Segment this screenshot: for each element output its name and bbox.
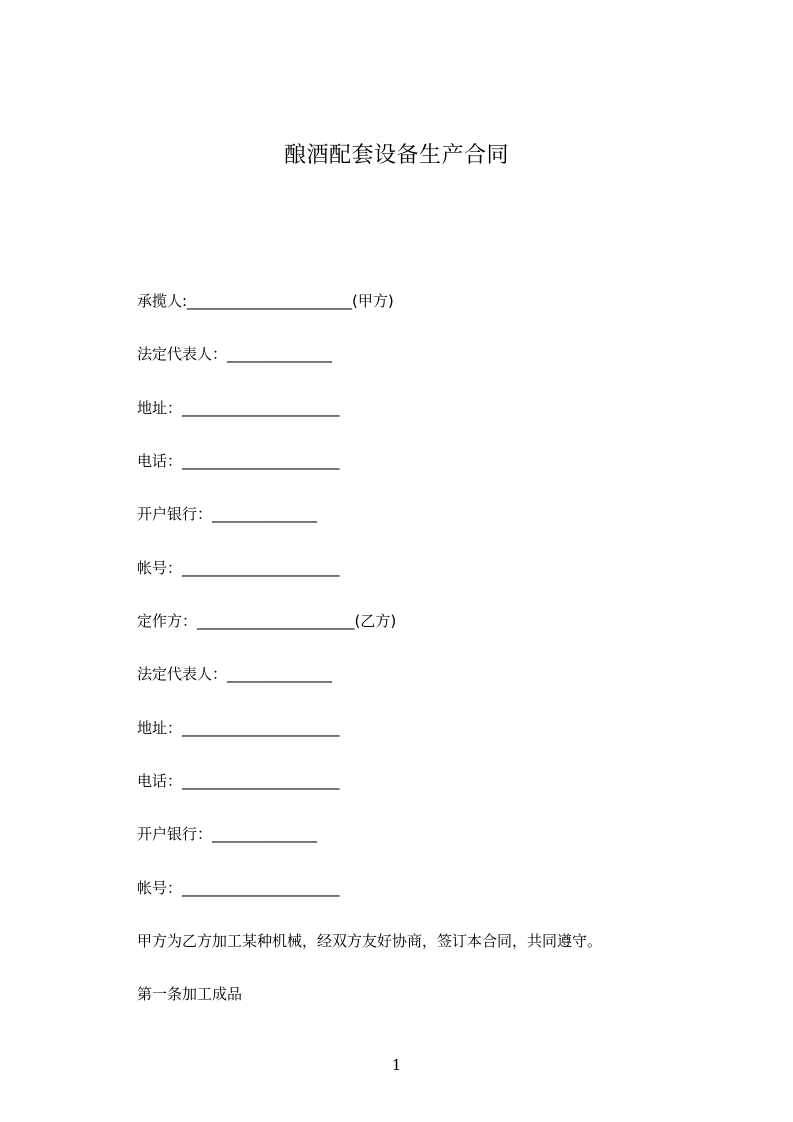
orderer-bank-line: 开户银行：______________ [137, 825, 318, 843]
document-title: 酿酒配套设备生产合同 [283, 143, 509, 168]
orderer-account-line: 帐号：_____________________ [137, 879, 340, 897]
contractor-legal-representative-line: 法定代表人：______________ [137, 345, 333, 363]
agreement-paragraph: 甲方为乙方加工某种机械，经双方友好协商，签订本合同，共同遵守。 [137, 932, 603, 950]
contractor-address-line: 地址：_____________________ [137, 399, 340, 417]
orderer-phone-line: 电话：_____________________ [137, 772, 340, 790]
page-number: 1 [391, 1056, 402, 1074]
contractor-phone-line: 电话：_____________________ [137, 452, 340, 470]
orderer-address-line: 地址：_____________________ [137, 719, 340, 737]
orderer-line: 定作方：_____________________(乙方) [137, 612, 397, 630]
contractor-account-line: 帐号：_____________________ [137, 559, 340, 577]
orderer-legal-representative-line: 法定代表人：______________ [137, 665, 333, 683]
contractor-line: 承揽人:______________________(甲方) [137, 292, 394, 310]
contractor-bank-line: 开户银行：______________ [137, 505, 318, 523]
article-one-heading: 第一条加工成品 [137, 985, 243, 1003]
